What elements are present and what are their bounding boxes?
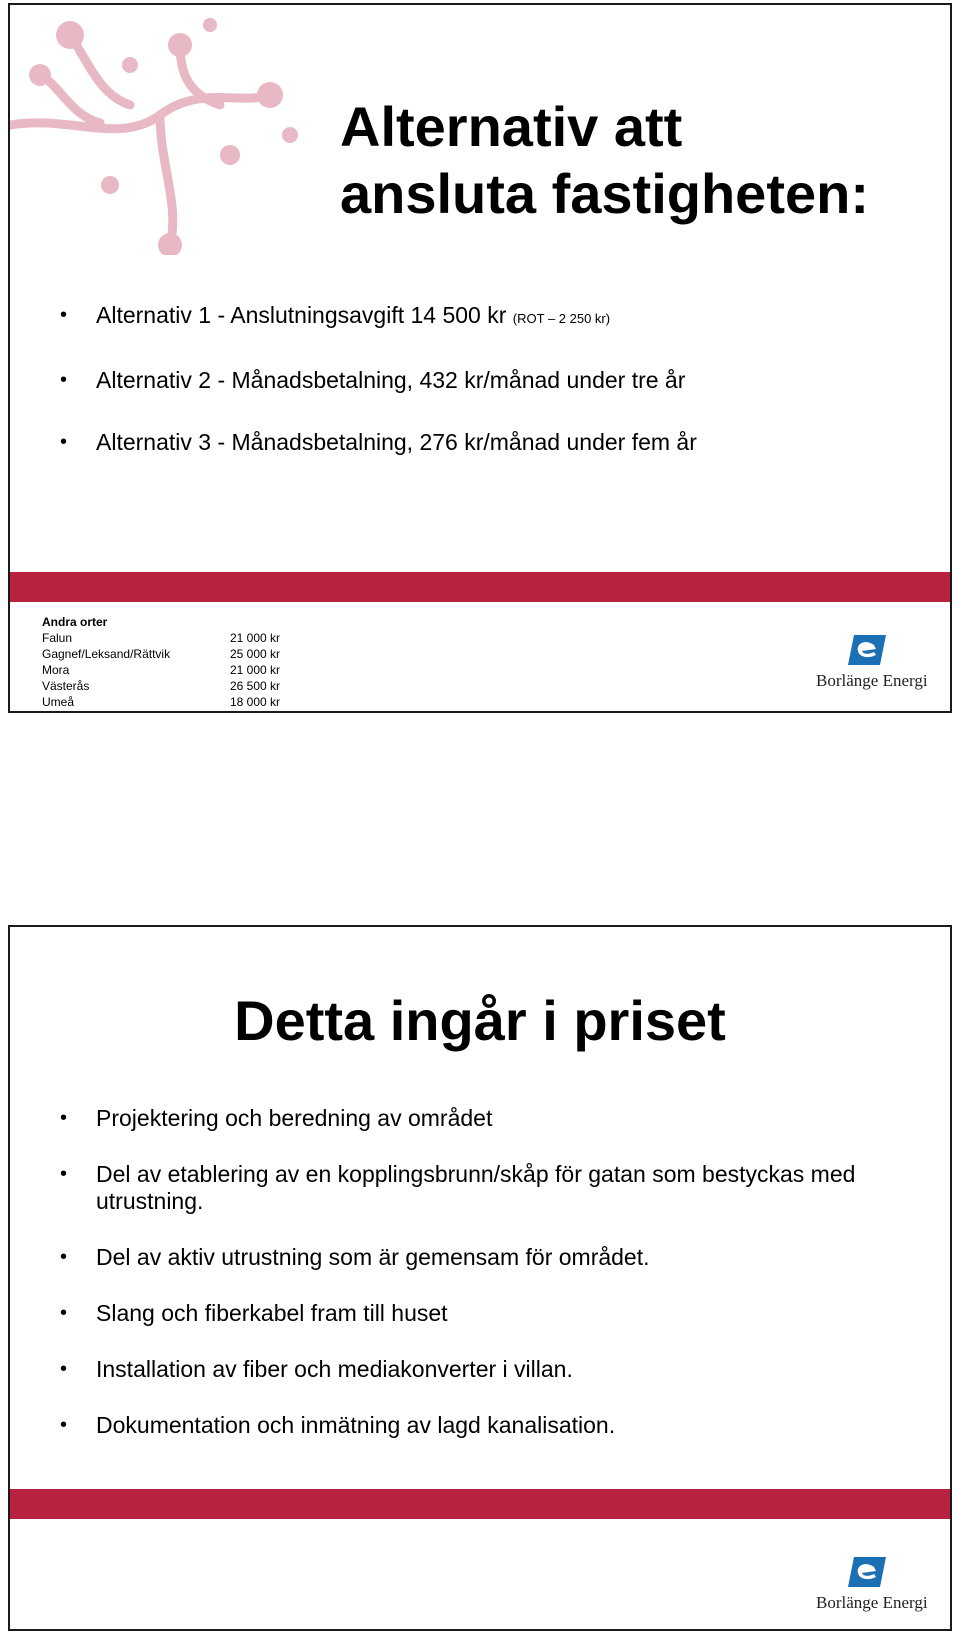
bullet-text: Dokumentation och inmätning av lagd kanalisation.	[96, 1412, 616, 1438]
city-price: 25 000 kr	[230, 647, 281, 661]
rot-note: (ROT – 2 250 kr)	[512, 311, 611, 326]
bullet-text: Alternativ 3 - Månadsbetalning, 276 kr/månad under fem år	[96, 429, 697, 455]
bullet-dot-icon: •	[60, 1414, 68, 1436]
footer-band	[10, 572, 950, 602]
table-row	[42, 646, 280, 662]
bullet-dot-icon: •	[60, 431, 68, 453]
alternatives-list	[10, 302, 930, 491]
city-price: 21 000 kr	[230, 663, 281, 677]
borlange-energi-logo-icon	[846, 633, 888, 667]
list-item	[10, 1412, 950, 1439]
title-line-2: ansluta fastigheten:	[340, 162, 869, 225]
city-name: Umeå	[42, 695, 75, 709]
bullet-text: Slang och fiberkabel fram till huset	[96, 1300, 448, 1326]
footer-band	[10, 1489, 950, 1519]
floral-ornament-icon	[10, 5, 320, 255]
borlange-energi-logo-icon	[846, 1555, 888, 1589]
bullet-dot-icon: •	[60, 1163, 68, 1185]
table-row	[42, 662, 280, 678]
list-item	[10, 367, 930, 394]
city-name: Västerås	[42, 679, 90, 693]
list-item	[10, 1161, 950, 1215]
city-price: 21 000 kr	[230, 631, 281, 645]
city-name: Mora	[42, 663, 70, 677]
logo-text: Borlänge Energi	[816, 1593, 928, 1612]
borlange-energi-logo	[816, 1555, 926, 1615]
bullet-text: Alternativ 2 - Månadsbetalning, 432 kr/månad under tre år	[96, 367, 686, 393]
city-name: Falun	[42, 631, 73, 645]
bullet-text: Alternativ 1 - Anslutningsavgift 14 500 kr	[96, 302, 507, 328]
list-item	[10, 1356, 950, 1383]
andra-orter-heading: Andra orter	[42, 615, 108, 629]
slide-alternativ	[8, 3, 952, 713]
list-item	[10, 1105, 950, 1132]
bullet-dot-icon: •	[60, 369, 68, 391]
bullet-dot-icon: •	[60, 1107, 68, 1129]
city-name: Gagnef/Leksand/Rättvik	[42, 647, 171, 661]
city-price: 26 500 kr	[230, 679, 281, 693]
included-list	[10, 1105, 950, 1468]
andra-orter-table	[42, 614, 280, 710]
bullet-dot-icon: •	[60, 304, 68, 326]
slide-detta-ingar	[8, 925, 952, 1631]
borlange-energi-logo	[816, 633, 926, 693]
list-item	[10, 1244, 950, 1271]
list-item	[10, 1300, 950, 1327]
slide-title	[340, 93, 940, 227]
logo-text: Borlänge Energi	[816, 671, 928, 690]
list-item	[10, 302, 930, 332]
bullet-text: Installation av fiber och mediakonverter i villan.	[96, 1356, 573, 1382]
bullet-text: Del av aktiv utrustning som är gemensam för området.	[96, 1244, 650, 1270]
bullet-dot-icon: •	[60, 1358, 68, 1380]
bullet-dot-icon: •	[60, 1246, 68, 1268]
bullet-text: Projektering och beredning av området	[96, 1105, 493, 1131]
table-row	[42, 630, 280, 646]
bullet-dot-icon: •	[60, 1302, 68, 1324]
bullet-text: Del av etablering av en kopplingsbrunn/skåp för gatan som bestyckas med utrustning.	[96, 1161, 856, 1214]
list-item	[10, 429, 930, 456]
table-row	[42, 694, 280, 710]
city-price: 18 000 kr	[230, 695, 281, 709]
table-row	[42, 678, 280, 694]
slide-title: Detta ingår i priset	[234, 989, 726, 1052]
title-line-1: Alternativ att	[340, 95, 683, 158]
